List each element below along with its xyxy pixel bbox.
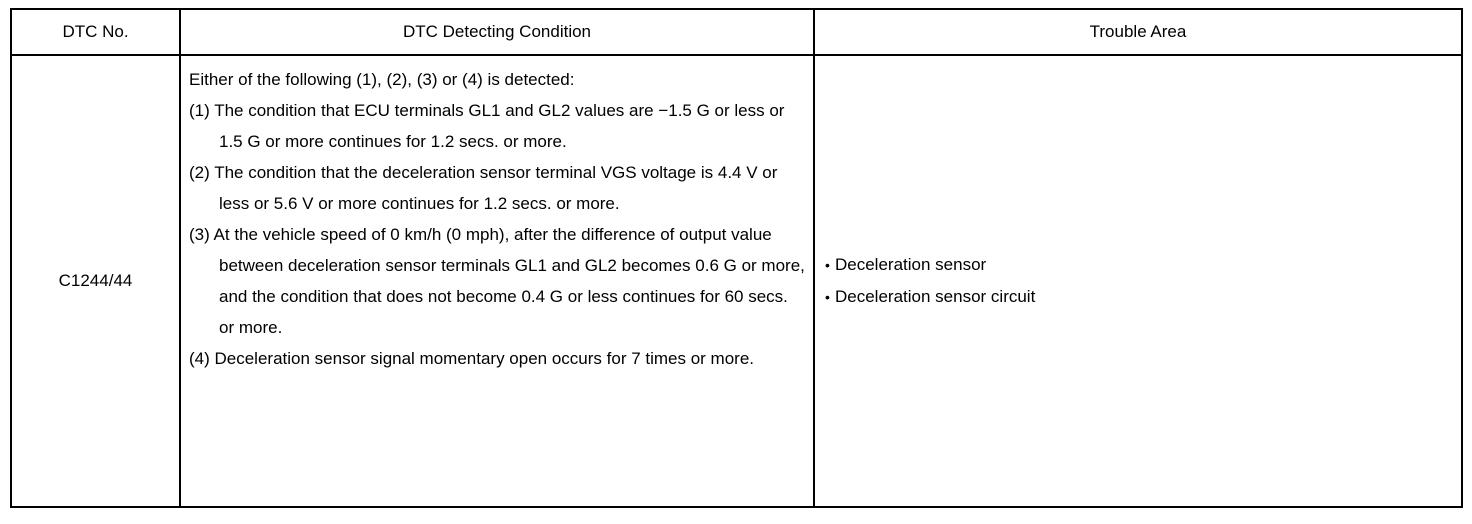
trouble-area-item-1 <box>825 249 1461 281</box>
bullet-icon: • <box>825 257 830 273</box>
table-header-row <box>11 9 1462 55</box>
trouble-area-label: Deceleration sensor <box>835 255 987 274</box>
table-row <box>11 55 1462 507</box>
condition-cell <box>180 55 814 507</box>
header-condition: DTC Detecting Condition <box>180 9 814 55</box>
dtc-table <box>10 8 1463 508</box>
condition-item-3: (3) At the vehicle speed of 0 km/h (0 mph), after the difference of output value between deceleration sensor terminals GL1 and GL2 becomes 0.6 G or more, and the condition that does not become 0.4 G or less continues for 60 secs. or more. <box>189 225 805 337</box>
trouble-area-item-2 <box>825 281 1461 313</box>
dtc-code-cell: C1244/44 <box>11 55 180 507</box>
condition-item-4: (4) Deceleration sensor signal momentary open occurs for 7 times or more. <box>189 349 755 368</box>
condition-item-2: (2) The condition that the deceleration sensor terminal VGS voltage is 4.4 V or less or 5.6 V or more continues for 1.2 secs. or more. <box>189 163 778 213</box>
condition-list <box>189 95 807 374</box>
condition-intro: Either of the following (1), (2), (3) or (4) is detected: <box>189 70 575 89</box>
trouble-area-list <box>825 249 1461 313</box>
trouble-area-label: Deceleration sensor circuit <box>835 287 1036 306</box>
header-trouble-area: Trouble Area <box>814 9 1462 55</box>
condition-item-1: (1) The condition that ECU terminals GL1 and GL2 values are −1.5 G or less or 1.5 G or more continues for 1.2 secs. or more. <box>189 101 785 151</box>
header-dtc-no: DTC No. <box>11 9 180 55</box>
bullet-icon: • <box>825 289 830 305</box>
trouble-area-cell <box>814 55 1462 507</box>
